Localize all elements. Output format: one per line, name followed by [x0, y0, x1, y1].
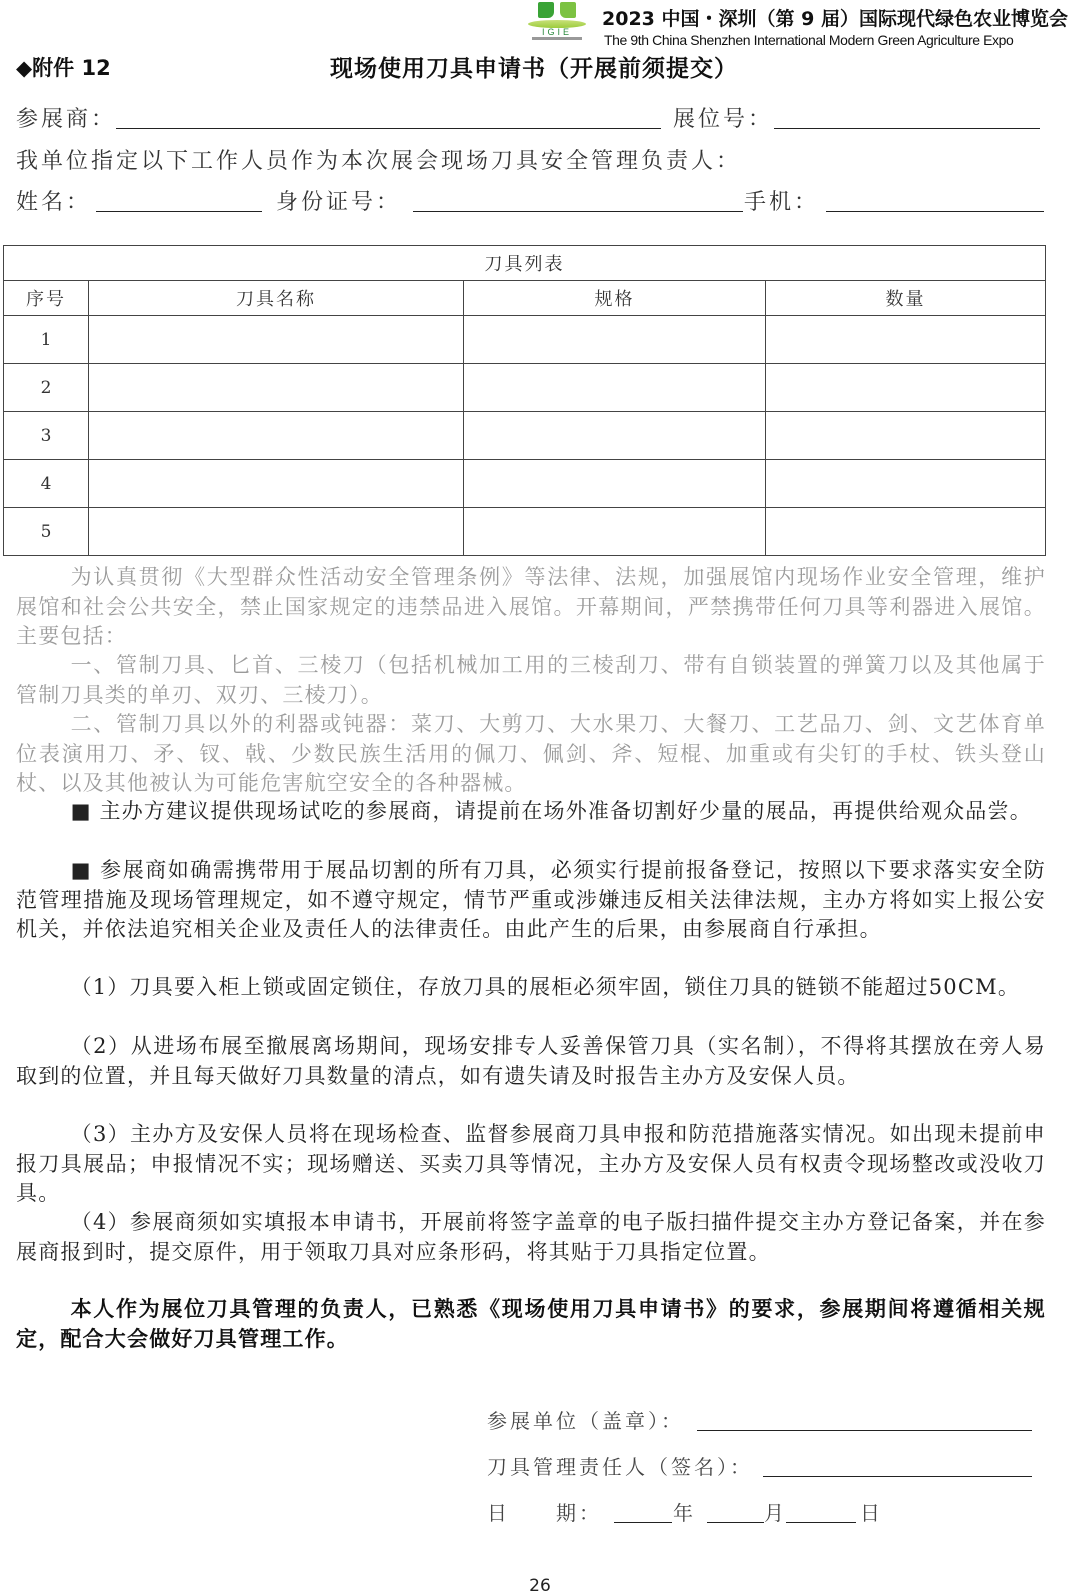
column-header-name: 刀具名称	[89, 281, 464, 316]
book-icon	[538, 0, 576, 20]
table-row	[4, 508, 1046, 556]
phone-label: 手机：	[744, 190, 820, 215]
requirement-3: （3）主办方及安保人员将在现场检查、监督参展商刀具申报和防范措施落实情况。如出现未提前申报刀具展品；申报情况不实；现场赠送、买卖刀具等情况，主办方及安保人员有权责令现场整改或没收刀具。	[16, 1122, 1046, 1205]
attachment-label: ◆附件 12	[16, 56, 111, 80]
table-row	[4, 412, 1046, 460]
knife-name-cell[interactable]	[89, 316, 464, 364]
knife-name-cell[interactable]	[89, 412, 464, 460]
manager-signature-field[interactable]	[763, 1476, 1032, 1477]
quantity-cell[interactable]	[766, 508, 1046, 556]
table-caption: 刀具列表	[4, 246, 1046, 281]
igie-logo	[526, 0, 588, 44]
rules-item-2: 二、管制刀具以外的利器或钝器：菜刀、大剪刀、大水果刀、大餐刀、工艺品刀、剑、文艺体育单位表演用刀、矛、钗、戟、少数民族生活用的佩刀、佩剑、斧、短棍、加重或有尖钉的手杖、铁头登山杖、以及其他被认为可能危害航空安全的各种器械。	[16, 712, 1046, 795]
logo-text: IGIE	[541, 27, 572, 37]
month-field[interactable]	[707, 1522, 764, 1523]
designation-text: 我单位指定以下工作人员作为本次展会现场刀具安全管理负责人：	[16, 149, 742, 174]
requirement-1: （1）刀具要入柜上锁或固定锁住，存放刀具的展柜必须牢固，锁住刀具的链锁不能超过50CM。	[70, 975, 1021, 999]
quantity-cell[interactable]	[766, 412, 1046, 460]
column-header-no: 序号	[4, 281, 89, 316]
booth-field[interactable]	[774, 128, 1040, 129]
spec-cell[interactable]	[464, 316, 766, 364]
table-row	[4, 364, 1046, 412]
quantity-cell[interactable]	[766, 364, 1046, 412]
quantity-cell[interactable]	[766, 316, 1046, 364]
spec-cell[interactable]	[464, 364, 766, 412]
column-header-spec: 规格	[464, 281, 766, 316]
quantity-cell[interactable]	[766, 460, 1046, 508]
knife-name-cell[interactable]	[89, 364, 464, 412]
year-label: 年	[673, 1501, 696, 1525]
document-title: 现场使用刀具申请书（开展前须提交）	[330, 56, 738, 82]
knife-name-cell[interactable]	[89, 460, 464, 508]
name-label: 姓名：	[16, 190, 92, 215]
spec-cell[interactable]	[464, 460, 766, 508]
day-field[interactable]	[786, 1522, 856, 1523]
table-row	[4, 460, 1046, 508]
rules-intro: 为认真贯彻《大型群众性活动安全管理条例》等法律、法规，加强展馆内现场作业安全管理，维护展馆和社会公共安全，禁止国家规定的违禁品进入展馆。开幕期间，严禁携带任何刀具等利器进入展馆。主要包括：	[16, 565, 1046, 648]
month-label: 月	[764, 1501, 787, 1525]
name-field[interactable]	[96, 211, 262, 212]
knife-name-cell[interactable]	[89, 508, 464, 556]
row-number: 1	[4, 316, 89, 364]
id-label: 身份证号：	[276, 190, 402, 215]
row-number: 2	[4, 364, 89, 412]
row-number: 5	[4, 508, 89, 556]
declaration-text: 本人作为展位刀具管理的负责人，已熟悉《现场使用刀具申请书》的要求，参展期间将遵循相关规定，配合大会做好刀具管理工作。	[16, 1297, 1046, 1351]
page-number: 26	[529, 1576, 551, 1596]
exhibitor-label: 参展商：	[16, 107, 117, 132]
manager-signature-label: 刀具管理责任人（签名）：	[487, 1455, 753, 1479]
unit-seal-field[interactable]	[697, 1430, 1032, 1431]
exhibitor-field[interactable]	[116, 128, 661, 129]
knife-list-table	[3, 245, 1046, 556]
table-row	[4, 316, 1046, 364]
requirement-4: （4）参展商须如实填报本申请书，开展前将签字盖章的电子版扫描件提交主办方登记备案，并在参展商报到时，提交原件，用于领取刀具对应条形码，将其贴于刀具指定位置。	[16, 1210, 1046, 1264]
column-header-qty: 数量	[766, 281, 1046, 316]
year-field[interactable]	[614, 1522, 672, 1523]
unit-seal-label: 参展单位（盖章）：	[487, 1409, 684, 1433]
booth-label: 展位号：	[673, 107, 774, 132]
bullet-tasting: ■ 主办方建议提供现场试吃的参展商，请提前在场外准备切割好少量的展品，再提供给观众品尝。	[70, 799, 1032, 823]
day-label: 日	[860, 1501, 883, 1525]
rules-item-1: 一、管制刀具、匕首、三棱刀（包括机械加工用的三棱刮刀、带有自锁装置的弹簧刀以及其他属于管制刀具类的单刃、双刃、三棱刀）。	[16, 653, 1046, 707]
row-number: 4	[4, 460, 89, 508]
phone-field[interactable]	[826, 211, 1044, 212]
spec-cell[interactable]	[464, 508, 766, 556]
expo-title-en: The 9th China Shenzhen International Modern Green Agriculture Expo	[604, 32, 1014, 48]
id-number-field[interactable]	[413, 211, 743, 212]
bullet-registration: ■ 参展商如确需携带用于展品切割的所有刀具，必须实行提前报备登记，按照以下要求落实安全防范管理措施及现场管理规定，如不遵守规定，情节严重或涉嫌违反相关法律法规，主办方将如实上报公安机关，并依法追究相关企业及责任人的法律责任。由此产生的后果，由参展商自行承担。	[16, 858, 1046, 941]
requirement-2: （2）从进场布展至撤展离场期间，现场安排专人妥善保管刀具（实名制），不得将其摆放在旁人易取到的位置，并且每天做好刀具数量的清点，如有遗失请及时报告主办方及安保人员。	[16, 1034, 1046, 1088]
row-number: 3	[4, 412, 89, 460]
date-label: 日 期：	[487, 1501, 602, 1525]
spec-cell[interactable]	[464, 412, 766, 460]
expo-title-cn: 2023 中国・深圳（第 9 届）国际现代绿色农业博览会	[602, 8, 1068, 30]
